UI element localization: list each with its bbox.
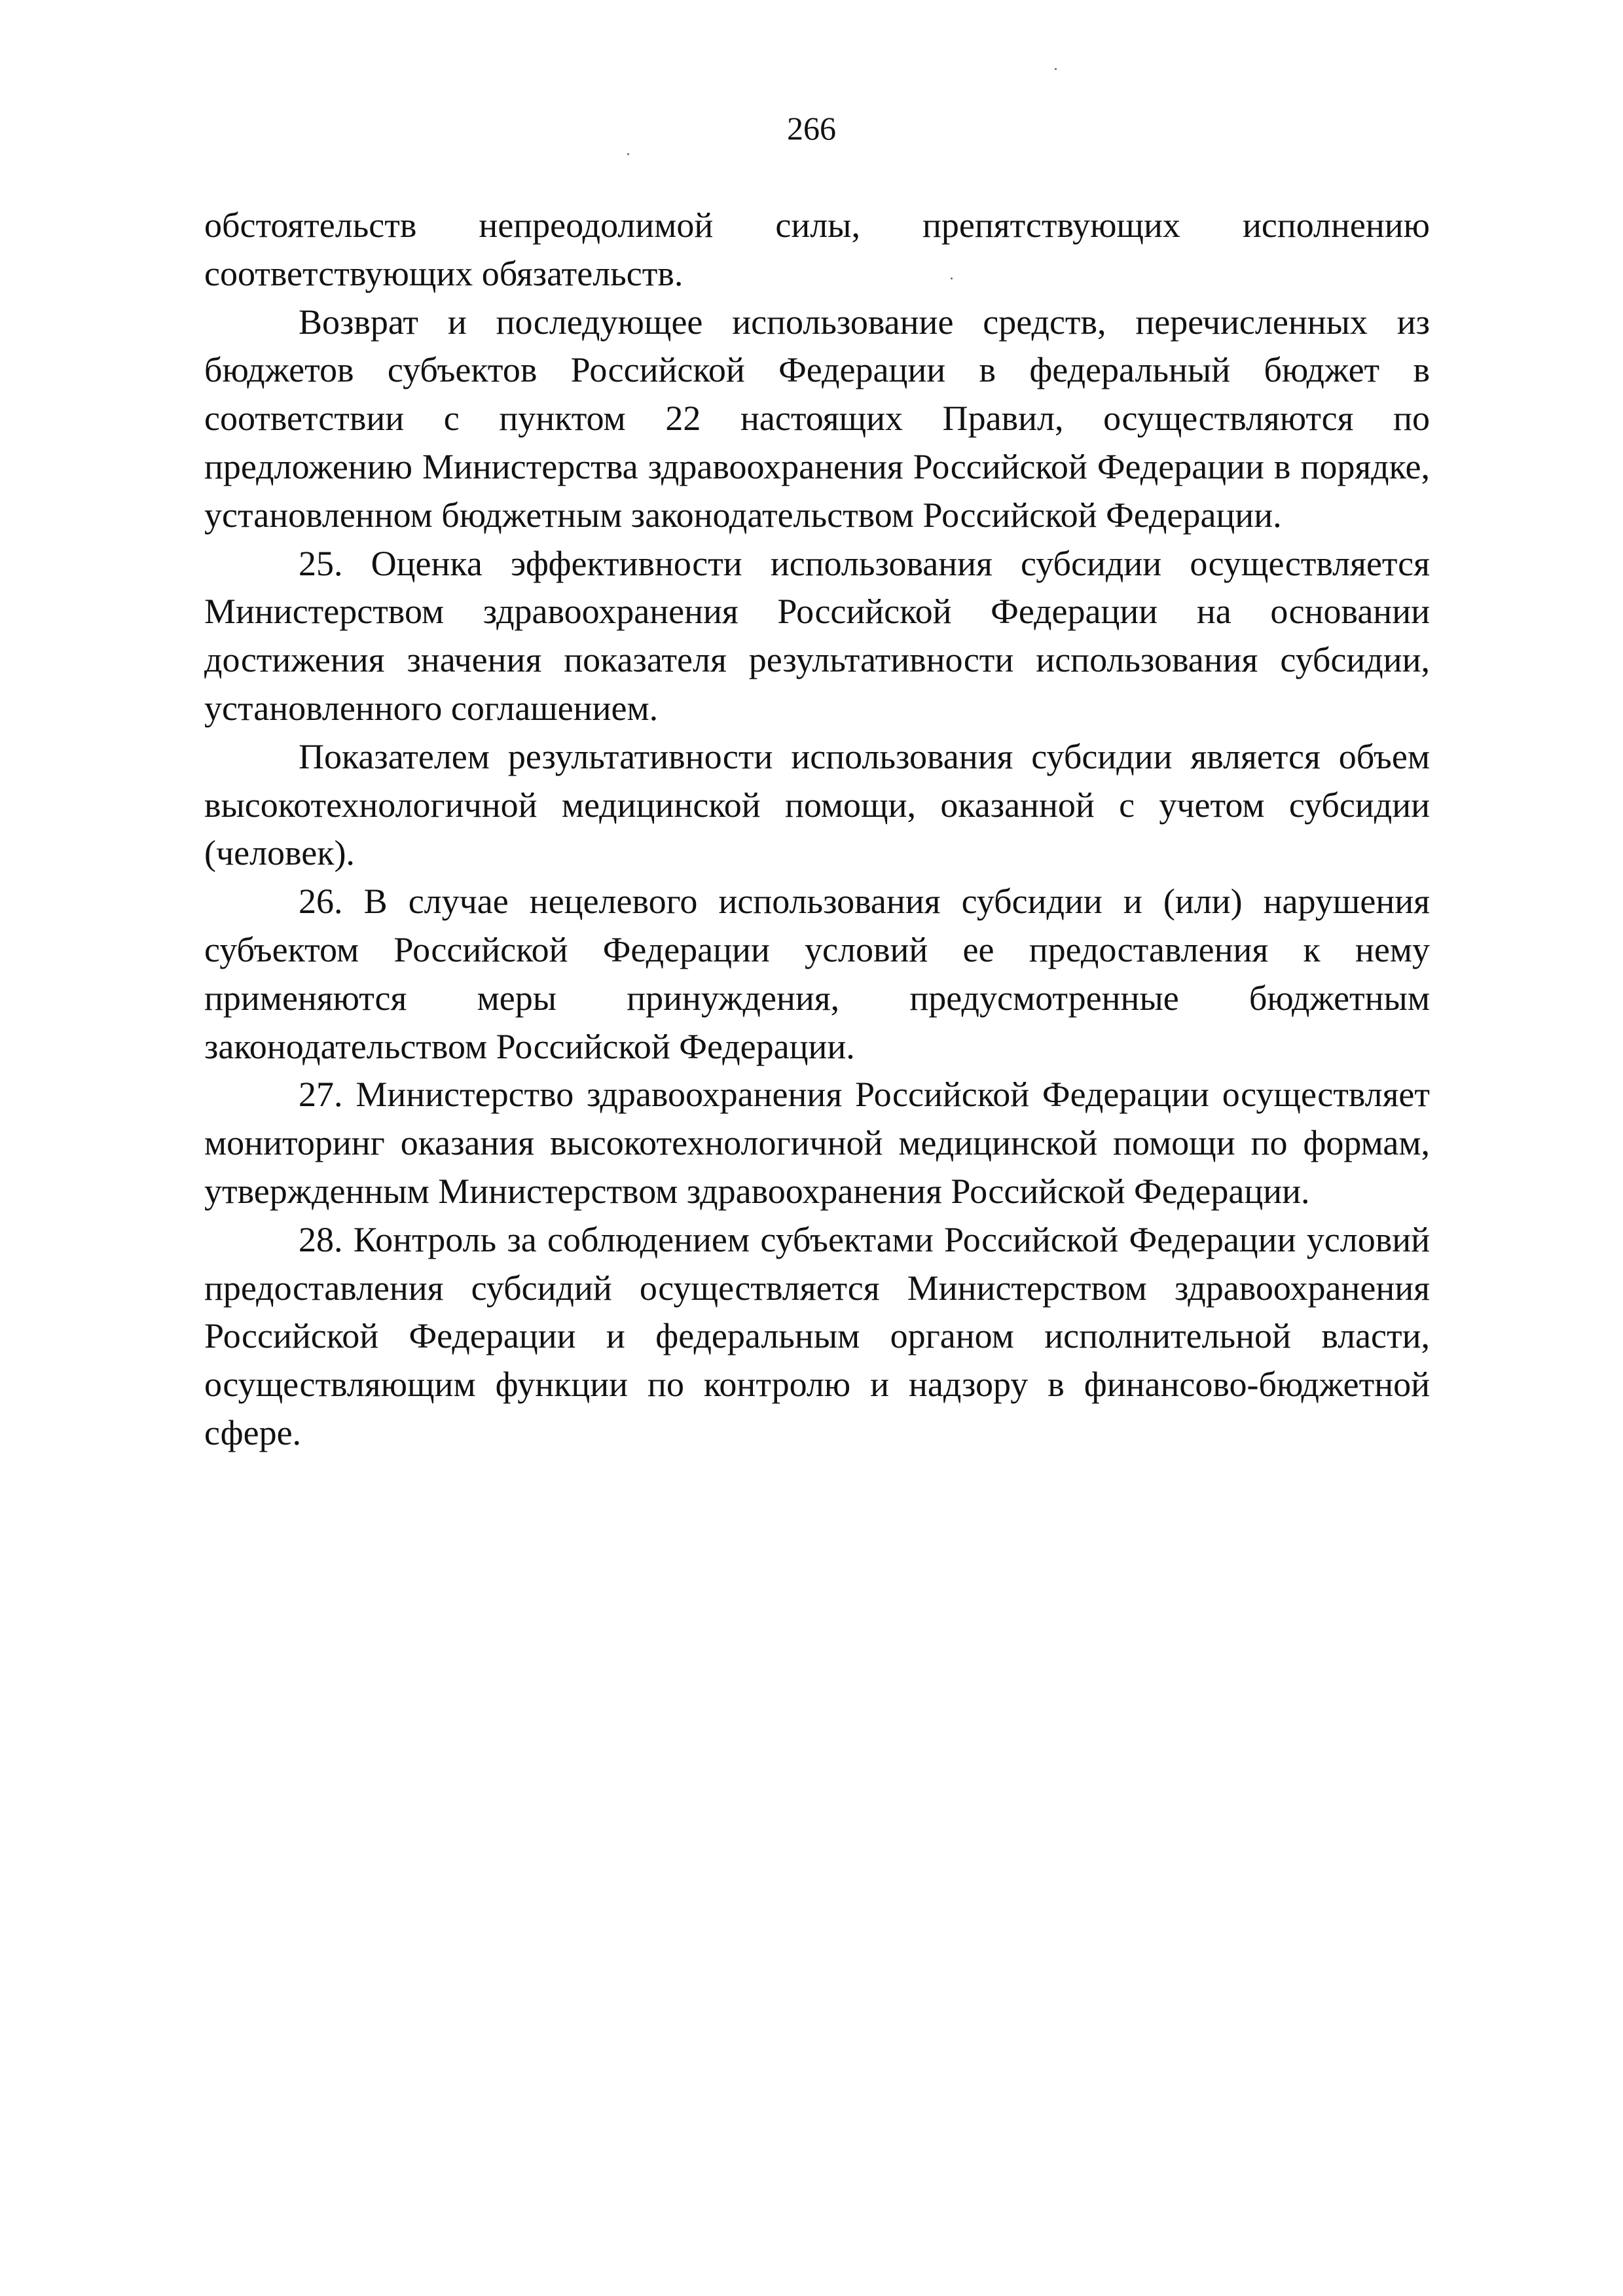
paragraph-26: 26. В случае нецелевого использования субсидии и (или) нарушения субъектом Российской Федерации условий ее предоставления к нему применяются меры принуждения, предусмотренные бюджетным законодательством Российской Федерации. [204, 882, 1430, 1066]
scan-speck [627, 153, 629, 155]
paragraph-continuation: обстоятельств непреодолимой силы, препятствующих исполнению соответствующих обязательств. [204, 206, 1430, 293]
page-number: 266 [787, 110, 836, 147]
paragraph-27: 27. Министерство здравоохранения Российской Федерации осуществляет мониторинг оказания высокотехнологичной медицинской помощи по формам, утвержденным Министерством здравоохранения Российской Федерации. [204, 1075, 1430, 1211]
document-body [204, 202, 1430, 1458]
paragraph-28: 28. Контроль за соблюдением субъектами Российской Федерации условий предоставления субсидий осуществляется Министерством здравоохранения Российской Федерации и федеральным органом исполнительной власти, осуществляющим функции по контролю и надзору в финансово-бюджетной сфере. [204, 1219, 1430, 1452]
scan-speck [1055, 68, 1057, 70]
paragraph-funds-return: Возврат и последующее использование средств, перечисленных из бюджетов субъектов Российской Федерации в федеральный бюджет в соответствии с пунктом 22 настоящих Правил, осуществляются по предложению Министерства здравоохранения Российской Федерации в порядке, установленном бюджетным законодательством Российской Федерации. [204, 302, 1430, 535]
paragraph-indicator: Показателем результативности использования субсидии является объем высокотехнологичной медицинской помощи, оказанной с учетом субсидии (человек). [204, 736, 1430, 873]
paragraph-25: 25. Оценка эффективности использования субсидии осуществляется Министерством здравоохранения Российской Федерации на основании достижения значения показателя результативности использования субсидии, установленного соглашением. [204, 543, 1430, 728]
